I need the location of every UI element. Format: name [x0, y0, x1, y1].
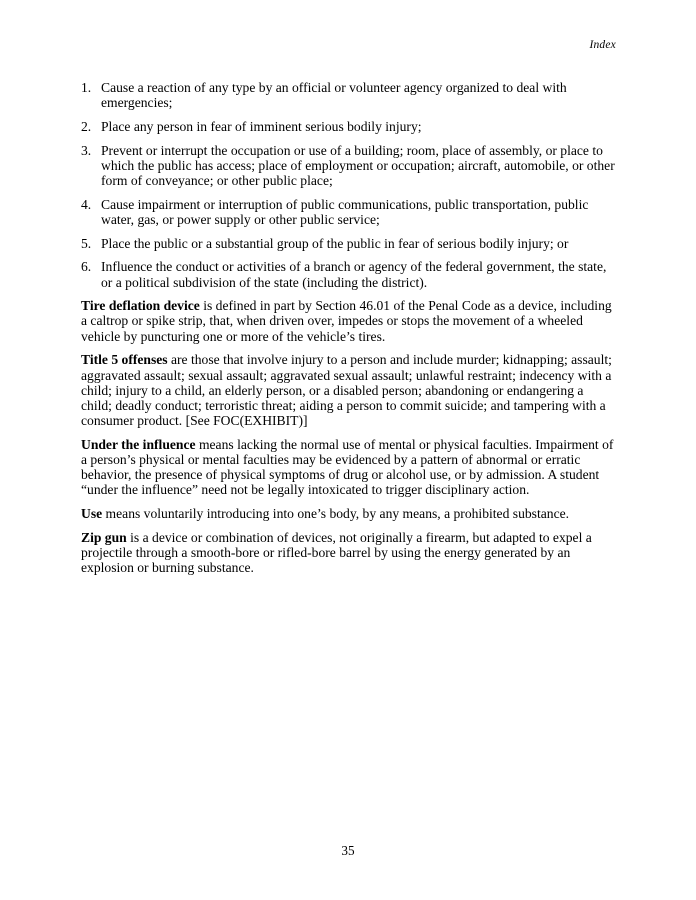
page-content — [81, 80, 617, 584]
list-item — [81, 143, 617, 189]
definition-paragraph — [81, 352, 617, 428]
definition-body: are those that involve injury to a person and include murder; kidnapping; assault; aggravated assault; sexual assault; aggravated sexual assault; unlawful restraint; indecency with a child; injury to a child, an elderly person, or a disabled person; abandoning or endangering a child; deadly conduct; terroristic threat; aiding a person to commit suicide; and tampering with a consumer product. [See FOC(EXHIBIT)] — [81, 352, 612, 429]
list-item-text: Place the public or a substantial group of the public in fear of serious bodily injury; or — [101, 235, 569, 251]
list-item — [81, 259, 617, 289]
running-head: Index — [589, 39, 616, 51]
definition-paragraph — [81, 437, 617, 498]
definition-paragraph — [81, 530, 617, 576]
definition-term: Tire deflation device — [81, 298, 200, 314]
definition-paragraph — [81, 298, 617, 344]
definition-body: is defined in part by Section 46.01 of the Penal Code as a device, including a caltrop or spike strip, that, when driven over, impedes or stops the movement of a wheeled vehicle by puncturing one or more of the vehicle’s tires. — [81, 298, 612, 344]
definition-body: is a device or combination of devices, not originally a firearm, but adapted to expel a projectile through a smooth-bore or rifled-bore barrel by using the energy generated by an explosion or burning substance. — [81, 529, 592, 576]
list-item-text: Cause impairment or interruption of public communications, public transportation, public water, gas, or power supply or other public service; — [101, 196, 589, 227]
list-item — [81, 197, 617, 227]
list-item-marker: 2. — [81, 118, 92, 134]
definition-term: Title 5 offenses — [81, 352, 168, 368]
list-item-text: Prevent or interrupt the occupation or use of a building; room, place of assembly, or place to which the public has access; place of employment or occupation; aircraft, automobile, or other form of conveyance; or other public place; — [101, 142, 615, 189]
page-number: 35 — [341, 843, 355, 858]
definition-term: Use — [81, 506, 103, 522]
list-item-marker: 1. — [81, 80, 92, 95]
list-item — [81, 80, 617, 110]
list-item — [81, 236, 617, 251]
definition-term: Zip gun — [81, 529, 127, 545]
definition-paragraph — [81, 506, 617, 521]
definition-term: Under the influence — [81, 436, 196, 452]
definition-body: means voluntarily introducing into one’s body, by any means, a prohibited substance. — [102, 506, 570, 522]
list-item-text: Influence the conduct or activities of a branch or agency of the federal government, the state, or a political subdivision of the state (including the district). — [101, 259, 607, 290]
list-item — [81, 119, 617, 134]
list-item-marker: 3. — [81, 142, 92, 158]
definition-body: means lacking the normal use of mental or physical faculties. Impairment of a person’s physical or mental faculties may be evidenced by a pattern of abnormal or erratic behavior, the presence of physical symptoms of drug or alcohol use, or by admission. A student “under the influence” need not be legally intoxicated to trigger disciplinary action. — [81, 436, 614, 498]
list-item-marker: 6. — [81, 259, 92, 275]
numbered-list — [81, 80, 617, 290]
list-item-text: Place any person in fear of imminent serious bodily injury; — [101, 118, 422, 134]
list-item-marker: 4. — [81, 196, 92, 212]
list-item-text: Cause a reaction of any type by an official or volunteer agency organized to deal with emergencies; — [101, 80, 567, 111]
list-item-marker: 5. — [81, 235, 92, 251]
